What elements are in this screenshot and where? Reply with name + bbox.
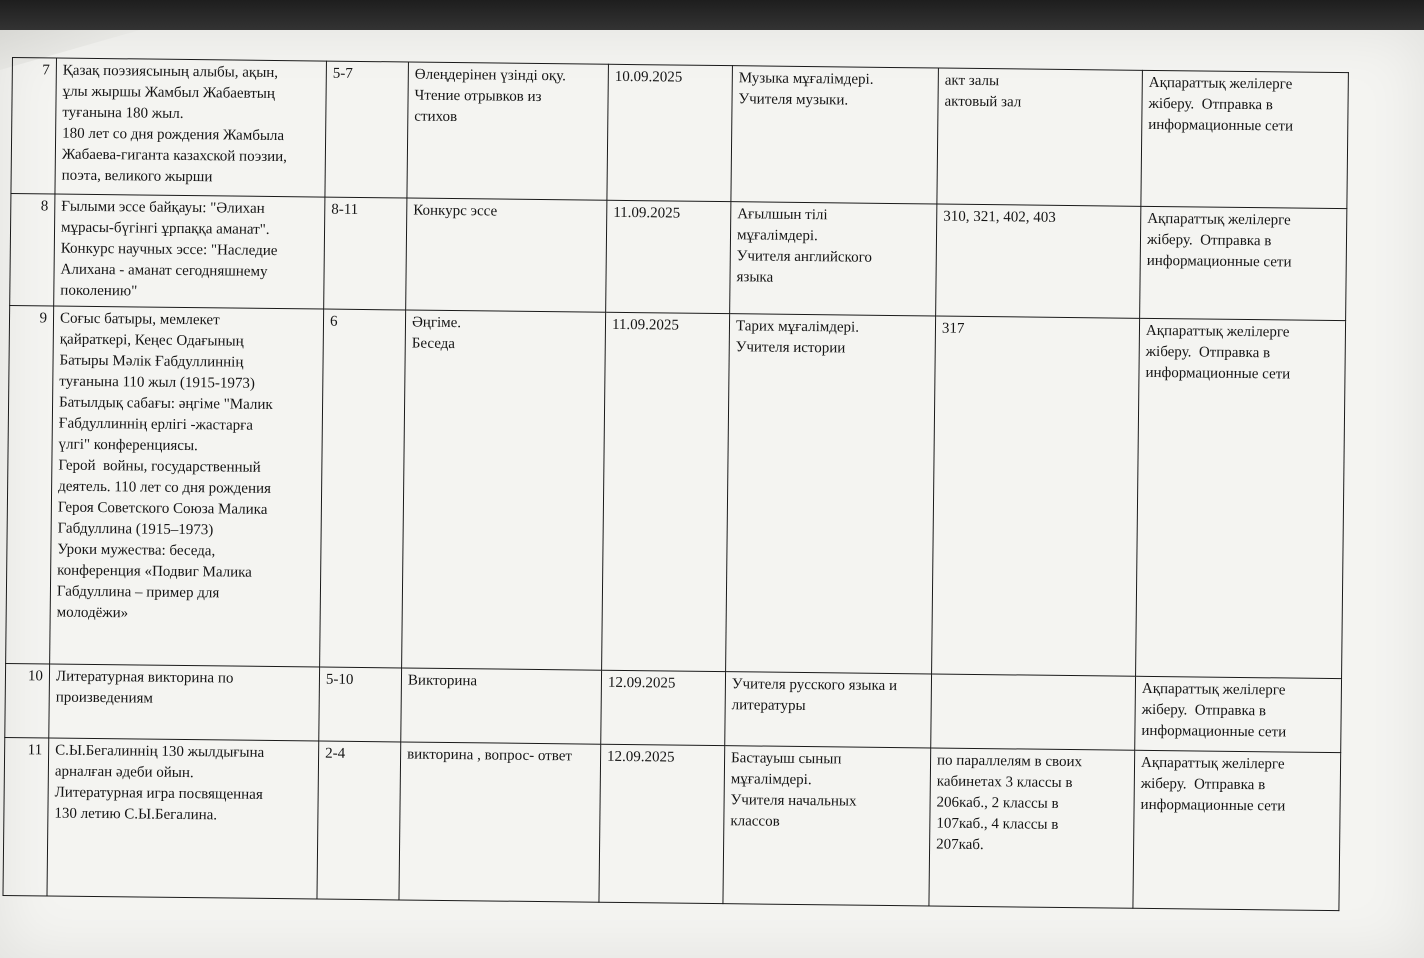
row-number: 11 [27,742,43,759]
event-title-line: молодёжи» [56,604,129,622]
event-title-line: С.Ы.Бегалиннің 130 жылдығына [55,742,265,761]
responsible-line: языка [736,269,774,286]
coverage-line: жіберу. Отправка в [1148,95,1274,114]
venue-line: актовый зал [944,93,1022,111]
row-number-cell [10,193,55,305]
responsible-line: Тарих мұғалімдері. [735,318,860,336]
event-date-cell [602,312,730,671]
event-title-line: Батыры Мәлік Ғабдуллиннің [59,352,244,371]
grades-cell [324,197,407,310]
event-title-line: Ғабдуллиннің ерлігі -жастарға [58,415,254,434]
coverage-line: Ақпараттық желілерге [1141,680,1286,699]
table-row [10,193,1347,320]
event-form-cell [407,62,609,200]
event-form-line: Чтение отрывков из [414,87,542,106]
event-title-cell [54,194,325,309]
grades-cell [325,61,409,198]
coverage-line: жіберу. Отправка в [1140,775,1266,794]
coverage-line: Ақпараттық желілерге [1145,322,1290,341]
coverage-cell [1135,676,1342,752]
venue-line: 317 [941,320,965,337]
responsible-line: Музыка мұғалімдері. [738,70,874,88]
event-date: 12.09.2025 [607,674,676,692]
event-title-line: ұлы жыршы Жамбыл Жабаевтың [62,83,276,102]
coverage-cell [1133,750,1341,910]
grades: 5-10 [325,671,354,688]
grades-cell [319,667,402,742]
event-title-line: үлгі" конференциясы. [58,436,198,455]
event-form-cell [401,668,602,744]
responsible-cell [723,746,931,906]
row-number: 7 [42,62,50,79]
row-number-cell [5,663,50,737]
event-title-line: Конкурс научных эссе: "Наследие [60,240,278,260]
event-form-line: Викторина [407,672,478,690]
responsible-line: Бастауыш сынып [731,750,842,768]
responsible-cell [730,202,937,316]
table-row [3,737,1341,910]
event-date: 11.09.2025 [611,316,680,334]
event-title-line: Қазақ поэзиясының алыбы, ақын, [62,62,279,82]
row-number: 9 [39,310,48,327]
coverage-cell [1136,318,1346,678]
responsible-line: Учителя музыки. [738,91,849,109]
event-title-line: Героя Советского Союза Малика [57,499,268,518]
responsible-line: Учителя начальных [730,792,857,810]
event-form-line: Өлеңдерінен үзінді оқу. [414,66,567,85]
event-title-line: туғанына 180 жыл. [62,104,184,122]
event-form-line: стихов [414,108,458,126]
coverage-cell [1140,206,1347,320]
event-title-line: туғанына 110 жыл (1915-1973) [59,373,255,392]
grades: 8-11 [331,201,359,218]
event-title-line: Габдуллина – пример для [56,583,220,602]
table-row [11,58,1348,209]
venue-cell [931,674,1136,750]
coverage-line: жіберу. Отправка в [1146,231,1272,250]
responsible-cell [731,66,939,204]
venue-cell [937,68,1143,206]
event-title-line: Соғыс батыры, мемлекет [59,310,220,329]
responsible-line: мұғалімдері. [736,227,818,245]
venue-line: 107каб., 4 классы в [936,815,1059,833]
event-title-line: арналған әдеби ойын. [54,763,194,782]
responsible-line: литературы [731,697,806,715]
event-title-cell [49,664,320,741]
coverage-line: информационные сети [1148,116,1294,135]
event-date-cell [601,670,726,745]
event-title-line: Батылдық сабағы: әңгіме "Малик [58,394,273,413]
coverage-line: Ақпараттық желілерге [1140,754,1285,773]
event-form-line: Беседа [411,335,456,353]
event-title-line: Алихана - аманат сегодняшнему [60,261,268,280]
responsible-cell [725,672,932,748]
grades: 6 [329,313,338,330]
grades-cell [320,309,406,668]
event-title-cell [55,58,327,197]
event-date: 12.09.2025 [607,748,675,766]
event-title-cell [47,738,319,899]
responsible-cell [726,314,936,674]
table-row [6,305,1346,678]
coverage-line: жіберу. Отправка в [1145,343,1271,362]
coverage-cell [1141,70,1349,208]
venue-cell [936,204,1141,318]
coverage-line: Ақпараттық желілерге [1147,210,1291,229]
event-date: 10.09.2025 [614,68,683,86]
event-title-line: поколению" [60,282,138,300]
event-title-line: Литературная игра посвященная [54,784,263,803]
events-table [2,57,1348,911]
event-title-line: 180 лет со дня рождения Жамбыла [62,125,285,145]
event-form-cell [399,742,601,902]
coverage-line: информационные сети [1141,722,1287,741]
venue-line: 207каб. [936,836,984,854]
responsible-line: Учителя истории [735,339,846,357]
venue-line: 206каб., 2 классы в [936,794,1059,812]
event-form-line: Конкурс эссе [413,202,498,220]
event-title-line: Литературная викторина по [55,668,234,687]
row-number: 8 [40,198,49,215]
event-title-line: поэта, великого жырши [61,167,213,186]
event-title-line: Ғылыми эссе байқауы: "Әлихан [61,198,265,217]
grades: 5-7 [332,65,353,82]
grades-cell [317,741,401,900]
coverage-line: информационные сети [1146,252,1292,271]
venue-cell [932,316,1140,676]
event-form-line: Әңгіме. [411,314,462,332]
event-date: 11.09.2025 [613,204,681,222]
row-number-cell [3,737,49,895]
grades: 2-4 [325,745,346,762]
responsible-line: Ағылшын тілі [737,206,828,224]
venue-line: 310, 321, 402, 403 [943,208,1056,226]
responsible-line: мұғалімдері. [730,771,812,789]
event-date-cell [599,744,725,903]
event-form-cell [406,198,607,312]
row-number: 10 [27,668,44,685]
venue-line: кабинетах 3 классы в [936,773,1073,792]
coverage-line: информационные сети [1145,364,1291,383]
event-title-line: Уроки мужества: беседа, [57,541,216,560]
coverage-line: информационные сети [1140,796,1286,815]
event-form-line: викторина , вопрос- ответ [407,746,573,765]
event-title-line: мұрасы-бүгінгі ұрпаққа аманат". [60,219,270,238]
coverage-line: Ақпараттық желілерге [1148,74,1293,93]
event-form-cell [402,310,606,670]
venue-line: акт залы [944,72,1000,90]
event-title-cell [50,306,324,667]
venue-line: по параллелям в своих [936,752,1083,771]
event-title-line: конференция «Подвиг Малика [57,562,252,581]
responsible-line: Учителя английского [736,248,872,266]
event-date-cell [607,64,733,201]
event-title-line: произведениям [55,689,153,707]
event-title-line: Габдуллина (1915–1973) [57,520,214,539]
coverage-line: жіберу. Отправка в [1141,701,1267,720]
event-title-line: Герой войны, государственный [58,457,261,476]
event-title-line: 130 летию С.Ы.Бегалина. [54,805,218,824]
row-number-cell [6,305,54,663]
row-number-cell [11,58,57,194]
responsible-line: классов [730,813,780,830]
event-title-line: қайраткері, Кеңес Одағының [59,331,244,350]
responsible-line: Учителя русского языка и [731,676,898,695]
venue-cell [929,748,1135,908]
event-date-cell [606,200,731,313]
event-title-line: деятель. 110 лет со дня рождения [58,478,272,497]
event-title-line: Жабаева-гиганта казахской поэзии, [61,146,288,166]
